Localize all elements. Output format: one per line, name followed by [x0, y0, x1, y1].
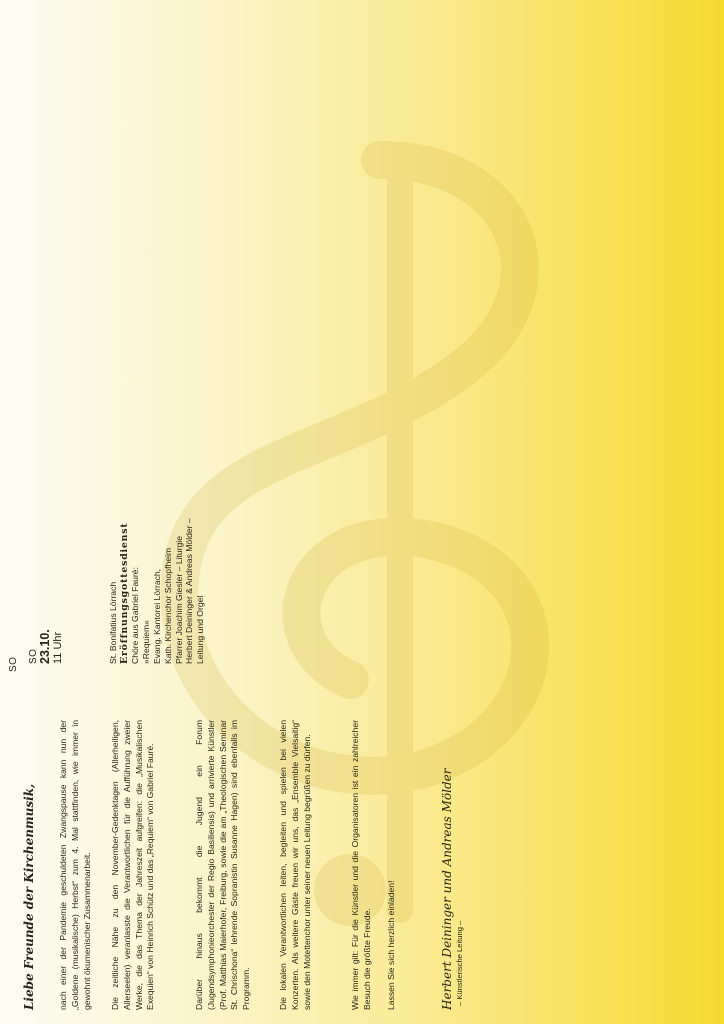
signature-block [442, 710, 466, 1010]
event-time: 11 Uhr [52, 631, 64, 664]
event-line: Chöre aus Gabriel Fauré: [129, 567, 140, 664]
event-day: SO [8, 656, 19, 672]
event-title: Eröffnungsgottesdienst [118, 522, 130, 664]
intro-letter [22, 680, 702, 1010]
event-card [0, 342, 178, 672]
event-line: Kath. Kirchenchor Schopfheim [162, 547, 173, 664]
event-line: Herbert Deininger & Andreas Mölder – [184, 518, 195, 664]
event-line: »Requiem« [140, 620, 151, 664]
intro-paragraph: Wie immer gilt: Für die Künstler und die Organisatoren ist ein zahlreicher Besuch die größte Freude. [350, 720, 372, 1010]
signature-name: Herbert Deininger und Andreas Mölder [440, 768, 454, 1010]
intro-paragraph: Darüber hinaus bekommt die Jugend ein Forum (Jugendsymphonieorchester der Regio Basiliensis) und arrivierte Künstler (Prof. Matthias Maierhofer, Freiburg, sowie die am „Theologischen Seminar St. Chrischona“ lehrende Sopranistin Susanne Hagen) sind ebenfalls im Programm. [194, 720, 252, 1010]
event-date: 23.10. [38, 629, 52, 664]
signature-role: – Künstlerische Leitung – [454, 920, 464, 1006]
intro-paragraph: Die zeitliche Nähe zu den November-Gedenktagen (Allerheiligen, Allerseelen) veranlasste die Verantwortlichen für die Aufführung zweier Werke, die das Thema der Jahreszeit aufgreifen: die „Musikalischen Exequien“ von Heinrich Schütz und das „Requiem“ von Gabriel Fauré. [110, 720, 156, 1010]
event-line: Evang. Kantorei Lörrach, [151, 568, 162, 664]
intro-headline: Liebe Freunde der Kirchenmusik, [22, 783, 36, 1010]
intro-paragraph: Lassen Sie sich herzlich einladen! [386, 880, 396, 1010]
intro-paragraph: Die lokalen Verantwortlichen leiten, begleiten und spielen bei vielen Konzerten. Als weitere Gäste freuen wir uns, das „Ensemble Vielsaitig“ sowie den Motettenchor unter seiner neuen Leitung begrüßen zu dürfen. [278, 720, 312, 1010]
event-line: Pfarrer Joachim Giesler – Liturgie [173, 536, 184, 664]
events-grid [0, 12, 724, 672]
event-location: St. Bonifatius Lörrach [108, 581, 118, 664]
event-day: SO [28, 648, 39, 664]
intro-paragraph: nach einer der Pandemie geschuldeten Zwangspause kann nun der „Goldene (musikalische) Herbst“ zum 4. Mal stattfinden, wie immer in gewohnt ökumenischer Zusammenarbeit. [58, 720, 92, 1010]
event-line: Leitung und Orgel [195, 595, 206, 664]
